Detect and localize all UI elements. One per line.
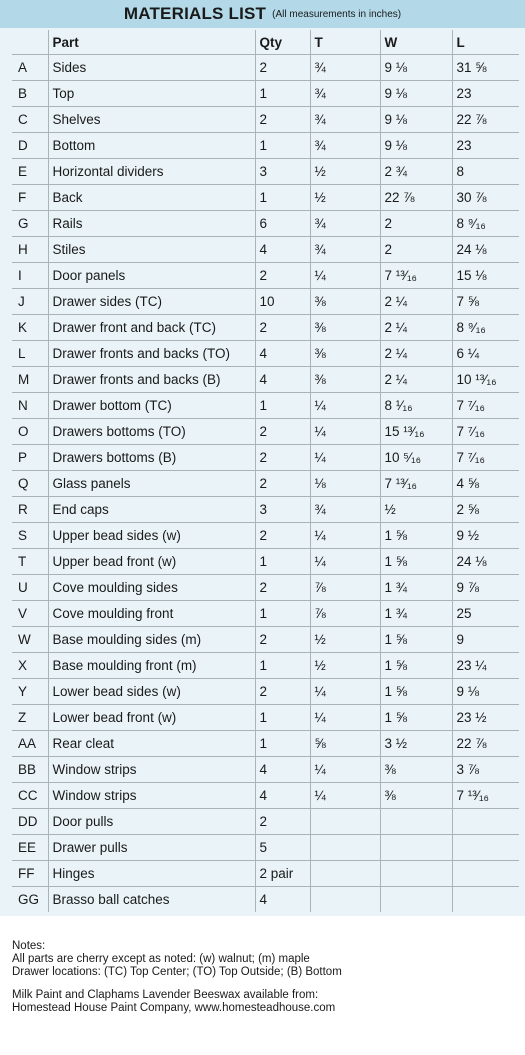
w-value: 9 ⅛ bbox=[380, 133, 452, 159]
w-value: ½ bbox=[380, 497, 452, 523]
table-row bbox=[12, 159, 519, 185]
row-key: EE bbox=[12, 835, 48, 861]
row-key: O bbox=[12, 419, 48, 445]
part-name: Door pulls bbox=[48, 809, 255, 835]
qty-value: 10 bbox=[255, 289, 310, 315]
l-value: 8 ⁹⁄₁₆ bbox=[452, 211, 519, 237]
t-value: ⅜ bbox=[310, 341, 380, 367]
part-name: Drawer fronts and backs (TO) bbox=[48, 341, 255, 367]
qty-value: 1 bbox=[255, 731, 310, 757]
table-row bbox=[12, 705, 519, 731]
part-name: Cove moulding sides bbox=[48, 575, 255, 601]
notes-line-supplier: Milk Paint and Claphams Lavender Beeswax available from: bbox=[12, 989, 319, 1001]
l-value: 7 ¹³⁄₁₆ bbox=[452, 783, 519, 809]
part-name: Stiles bbox=[48, 237, 255, 263]
table-row bbox=[12, 497, 519, 523]
l-value: 22 ⅞ bbox=[452, 107, 519, 133]
qty-value: 1 bbox=[255, 549, 310, 575]
qty-value: 3 bbox=[255, 159, 310, 185]
part-name: Drawer fronts and backs (B) bbox=[48, 367, 255, 393]
t-value: ¼ bbox=[310, 757, 380, 783]
column-header-key bbox=[12, 30, 48, 55]
row-key: A bbox=[12, 55, 48, 81]
row-key: CC bbox=[12, 783, 48, 809]
table-row bbox=[12, 809, 519, 835]
t-value: ¾ bbox=[310, 107, 380, 133]
w-value: 1 ⅝ bbox=[380, 627, 452, 653]
row-key: H bbox=[12, 237, 48, 263]
l-value: 24 ⅛ bbox=[452, 237, 519, 263]
part-name: Horizontal dividers bbox=[48, 159, 255, 185]
qty-value: 2 bbox=[255, 627, 310, 653]
column-header-t: T bbox=[310, 30, 380, 55]
row-key: GG bbox=[12, 887, 48, 913]
table-row bbox=[12, 237, 519, 263]
qty-value: 2 bbox=[255, 679, 310, 705]
table-row bbox=[12, 133, 519, 159]
w-value bbox=[380, 809, 452, 835]
table-row bbox=[12, 341, 519, 367]
row-key: Y bbox=[12, 679, 48, 705]
l-value: 22 ⅞ bbox=[452, 731, 519, 757]
l-value: 23 ¼ bbox=[452, 653, 519, 679]
notes-line-materials: All parts are cherry except as noted: (w) walnut; (m) maple bbox=[12, 953, 310, 965]
table-row bbox=[12, 393, 519, 419]
row-key: P bbox=[12, 445, 48, 471]
qty-value: 2 bbox=[255, 263, 310, 289]
w-value: ⅜ bbox=[380, 783, 452, 809]
t-value: ½ bbox=[310, 653, 380, 679]
qty-value: 2 bbox=[255, 575, 310, 601]
l-value: 25 bbox=[452, 601, 519, 627]
part-name: Lower bead front (w) bbox=[48, 705, 255, 731]
l-value: 24 ⅛ bbox=[452, 549, 519, 575]
table-panel bbox=[0, 28, 525, 916]
row-key: F bbox=[12, 185, 48, 211]
w-value bbox=[380, 861, 452, 887]
part-name: Shelves bbox=[48, 107, 255, 133]
t-value: ⅜ bbox=[310, 315, 380, 341]
t-value: ⅞ bbox=[310, 575, 380, 601]
w-value: 15 ¹³⁄₁₆ bbox=[380, 419, 452, 445]
w-value: 9 ⅛ bbox=[380, 81, 452, 107]
w-value: 1 ¾ bbox=[380, 601, 452, 627]
w-value: 7 ¹³⁄₁₆ bbox=[380, 471, 452, 497]
table-row bbox=[12, 263, 519, 289]
row-key: FF bbox=[12, 861, 48, 887]
row-key: B bbox=[12, 81, 48, 107]
part-name: Top bbox=[48, 81, 255, 107]
notes-section bbox=[12, 940, 517, 1015]
qty-value: 1 bbox=[255, 393, 310, 419]
row-key: BB bbox=[12, 757, 48, 783]
page-title: MATERIALS LIST bbox=[123, 4, 267, 23]
table-row bbox=[12, 289, 519, 315]
t-value bbox=[310, 835, 380, 861]
part-name: Cove moulding front bbox=[48, 601, 255, 627]
part-name: Glass panels bbox=[48, 471, 255, 497]
part-name: Drawer front and back (TC) bbox=[48, 315, 255, 341]
row-key: L bbox=[12, 341, 48, 367]
row-key: R bbox=[12, 497, 48, 523]
t-value bbox=[310, 809, 380, 835]
qty-value: 1 bbox=[255, 705, 310, 731]
t-value: ¾ bbox=[310, 237, 380, 263]
t-value bbox=[310, 887, 380, 913]
w-value: 1 ⅝ bbox=[380, 523, 452, 549]
l-value: 3 ⅞ bbox=[452, 757, 519, 783]
table-row bbox=[12, 653, 519, 679]
l-value: 8 ⁹⁄₁₆ bbox=[452, 315, 519, 341]
t-value: ½ bbox=[310, 159, 380, 185]
t-value: ¼ bbox=[310, 445, 380, 471]
qty-value: 2 bbox=[255, 523, 310, 549]
row-key: S bbox=[12, 523, 48, 549]
w-value: 2 ¾ bbox=[380, 159, 452, 185]
row-key: Z bbox=[12, 705, 48, 731]
l-value: 7 ⅝ bbox=[452, 289, 519, 315]
row-key: N bbox=[12, 393, 48, 419]
l-value: 30 ⅞ bbox=[452, 185, 519, 211]
w-value: 1 ⅝ bbox=[380, 679, 452, 705]
w-value: 1 ⅝ bbox=[380, 549, 452, 575]
column-header-l: L bbox=[452, 30, 519, 55]
w-value: 2 ¼ bbox=[380, 341, 452, 367]
row-key: V bbox=[12, 601, 48, 627]
part-name: Drawer sides (TC) bbox=[48, 289, 255, 315]
row-key: K bbox=[12, 315, 48, 341]
t-value: ⅜ bbox=[310, 367, 380, 393]
table-body bbox=[12, 55, 519, 913]
header-bar bbox=[0, 0, 525, 28]
l-value: 4 ⅝ bbox=[452, 471, 519, 497]
l-value: 2 ⅝ bbox=[452, 497, 519, 523]
part-name: Sides bbox=[48, 55, 255, 81]
table-row bbox=[12, 55, 519, 81]
w-value bbox=[380, 835, 452, 861]
qty-value: 2 bbox=[255, 315, 310, 341]
part-name: Door panels bbox=[48, 263, 255, 289]
qty-value: 2 bbox=[255, 55, 310, 81]
l-value: 9 ⅞ bbox=[452, 575, 519, 601]
row-key: I bbox=[12, 263, 48, 289]
t-value: ¼ bbox=[310, 705, 380, 731]
t-value: ¼ bbox=[310, 679, 380, 705]
table-row bbox=[12, 679, 519, 705]
row-key: D bbox=[12, 133, 48, 159]
column-header-qty: Qty bbox=[255, 30, 310, 55]
table-row bbox=[12, 601, 519, 627]
t-value: ½ bbox=[310, 627, 380, 653]
t-value: ¼ bbox=[310, 419, 380, 445]
w-value: 2 ¼ bbox=[380, 289, 452, 315]
part-name: Upper bead front (w) bbox=[48, 549, 255, 575]
row-key: E bbox=[12, 159, 48, 185]
part-name: Brasso ball catches bbox=[48, 887, 255, 913]
l-value: 23 bbox=[452, 133, 519, 159]
w-value bbox=[380, 887, 452, 913]
table-row bbox=[12, 783, 519, 809]
table-row bbox=[12, 107, 519, 133]
t-value: ⅞ bbox=[310, 601, 380, 627]
table-row bbox=[12, 185, 519, 211]
table-row bbox=[12, 835, 519, 861]
w-value: 1 ⅝ bbox=[380, 705, 452, 731]
t-value bbox=[310, 861, 380, 887]
t-value: ⅜ bbox=[310, 289, 380, 315]
qty-value: 1 bbox=[255, 185, 310, 211]
row-key: U bbox=[12, 575, 48, 601]
qty-value: 2 pair bbox=[255, 861, 310, 887]
t-value: ¾ bbox=[310, 497, 380, 523]
table-row bbox=[12, 315, 519, 341]
part-name: Base moulding sides (m) bbox=[48, 627, 255, 653]
notes-line-drawers: Drawer locations: (TC) Top Center; (TO) Top Outside; (B) Bottom bbox=[12, 966, 342, 978]
qty-value: 4 bbox=[255, 237, 310, 263]
t-value: ¾ bbox=[310, 81, 380, 107]
l-value: 7 ⁷⁄₁₆ bbox=[452, 393, 519, 419]
t-value: ¼ bbox=[310, 263, 380, 289]
table-row bbox=[12, 367, 519, 393]
qty-value: 1 bbox=[255, 81, 310, 107]
qty-value: 3 bbox=[255, 497, 310, 523]
row-key: J bbox=[12, 289, 48, 315]
table-row bbox=[12, 445, 519, 471]
part-name: Rear cleat bbox=[48, 731, 255, 757]
part-name: Drawers bottoms (TO) bbox=[48, 419, 255, 445]
t-value: ⅛ bbox=[310, 471, 380, 497]
qty-value: 1 bbox=[255, 133, 310, 159]
w-value: ⅜ bbox=[380, 757, 452, 783]
table-row bbox=[12, 471, 519, 497]
w-value: 8 ¹⁄₁₆ bbox=[380, 393, 452, 419]
part-name: Window strips bbox=[48, 783, 255, 809]
part-name: Base moulding front (m) bbox=[48, 653, 255, 679]
w-value: 9 ⅛ bbox=[380, 55, 452, 81]
w-value: 7 ¹³⁄₁₆ bbox=[380, 263, 452, 289]
w-value: 1 ¾ bbox=[380, 575, 452, 601]
w-value: 10 ⁵⁄₁₆ bbox=[380, 445, 452, 471]
table-row bbox=[12, 861, 519, 887]
column-header-w: W bbox=[380, 30, 452, 55]
row-key: DD bbox=[12, 809, 48, 835]
l-value: 9 ⅛ bbox=[452, 679, 519, 705]
qty-value: 2 bbox=[255, 809, 310, 835]
qty-value: 4 bbox=[255, 887, 310, 913]
notes-line-website: Homestead House Paint Company, www.homesteadhouse.com bbox=[12, 1002, 336, 1014]
qty-value: 4 bbox=[255, 367, 310, 393]
l-value: 8 bbox=[452, 159, 519, 185]
part-name: Drawers bottoms (B) bbox=[48, 445, 255, 471]
part-name: Upper bead sides (w) bbox=[48, 523, 255, 549]
w-value: 9 ⅛ bbox=[380, 107, 452, 133]
row-key: Q bbox=[12, 471, 48, 497]
table-row bbox=[12, 549, 519, 575]
table-row bbox=[12, 627, 519, 653]
part-name: Rails bbox=[48, 211, 255, 237]
l-value: 6 ¼ bbox=[452, 341, 519, 367]
part-name: Lower bead sides (w) bbox=[48, 679, 255, 705]
part-name: Hinges bbox=[48, 861, 255, 887]
qty-value: 2 bbox=[255, 107, 310, 133]
l-value: 23 ½ bbox=[452, 705, 519, 731]
l-value bbox=[452, 835, 519, 861]
w-value: 2 ¼ bbox=[380, 315, 452, 341]
l-value: 7 ⁷⁄₁₆ bbox=[452, 419, 519, 445]
t-value: ¾ bbox=[310, 55, 380, 81]
row-key: AA bbox=[12, 731, 48, 757]
qty-value: 4 bbox=[255, 783, 310, 809]
table-row bbox=[12, 419, 519, 445]
l-value: 9 ½ bbox=[452, 523, 519, 549]
qty-value: 4 bbox=[255, 341, 310, 367]
table-row bbox=[12, 887, 519, 913]
qty-value: 2 bbox=[255, 445, 310, 471]
notes-heading: Notes: bbox=[12, 940, 46, 952]
table-row bbox=[12, 731, 519, 757]
qty-value: 4 bbox=[255, 757, 310, 783]
part-name: Window strips bbox=[48, 757, 255, 783]
l-value: 31 ⅝ bbox=[452, 55, 519, 81]
row-key: C bbox=[12, 107, 48, 133]
part-name: Bottom bbox=[48, 133, 255, 159]
header-row bbox=[12, 30, 519, 55]
t-value: ½ bbox=[310, 185, 380, 211]
row-key: T bbox=[12, 549, 48, 575]
part-name: Drawer bottom (TC) bbox=[48, 393, 255, 419]
table-row bbox=[12, 575, 519, 601]
t-value: ⅝ bbox=[310, 731, 380, 757]
part-name: Drawer pulls bbox=[48, 835, 255, 861]
t-value: ¾ bbox=[310, 133, 380, 159]
l-value bbox=[452, 887, 519, 913]
qty-value: 6 bbox=[255, 211, 310, 237]
qty-value: 1 bbox=[255, 601, 310, 627]
l-value: 15 ⅛ bbox=[452, 263, 519, 289]
part-name: Back bbox=[48, 185, 255, 211]
l-value: 7 ⁷⁄₁₆ bbox=[452, 445, 519, 471]
l-value bbox=[452, 861, 519, 887]
t-value: ¾ bbox=[310, 211, 380, 237]
qty-value: 1 bbox=[255, 653, 310, 679]
w-value: 2 bbox=[380, 211, 452, 237]
part-name: End caps bbox=[48, 497, 255, 523]
l-value: 23 bbox=[452, 81, 519, 107]
row-key: W bbox=[12, 627, 48, 653]
table-row bbox=[12, 757, 519, 783]
qty-value: 2 bbox=[255, 419, 310, 445]
table-row bbox=[12, 81, 519, 107]
w-value: 2 bbox=[380, 237, 452, 263]
w-value: 3 ½ bbox=[380, 731, 452, 757]
l-value: 9 bbox=[452, 627, 519, 653]
w-value: 2 ¼ bbox=[380, 367, 452, 393]
t-value: ¼ bbox=[310, 523, 380, 549]
qty-value: 2 bbox=[255, 471, 310, 497]
qty-value: 5 bbox=[255, 835, 310, 861]
t-value: ¼ bbox=[310, 549, 380, 575]
row-key: M bbox=[12, 367, 48, 393]
w-value: 1 ⅝ bbox=[380, 653, 452, 679]
table-row bbox=[12, 523, 519, 549]
table-row bbox=[12, 211, 519, 237]
page-subtitle: (All measurements in inches) bbox=[272, 8, 402, 20]
column-header-part: Part bbox=[48, 30, 255, 55]
row-key: X bbox=[12, 653, 48, 679]
materials-table bbox=[12, 30, 519, 912]
t-value: ¼ bbox=[310, 783, 380, 809]
l-value: 10 ¹³⁄₁₆ bbox=[452, 367, 519, 393]
l-value bbox=[452, 809, 519, 835]
t-value: ¼ bbox=[310, 393, 380, 419]
w-value: 22 ⅞ bbox=[380, 185, 452, 211]
row-key: G bbox=[12, 211, 48, 237]
